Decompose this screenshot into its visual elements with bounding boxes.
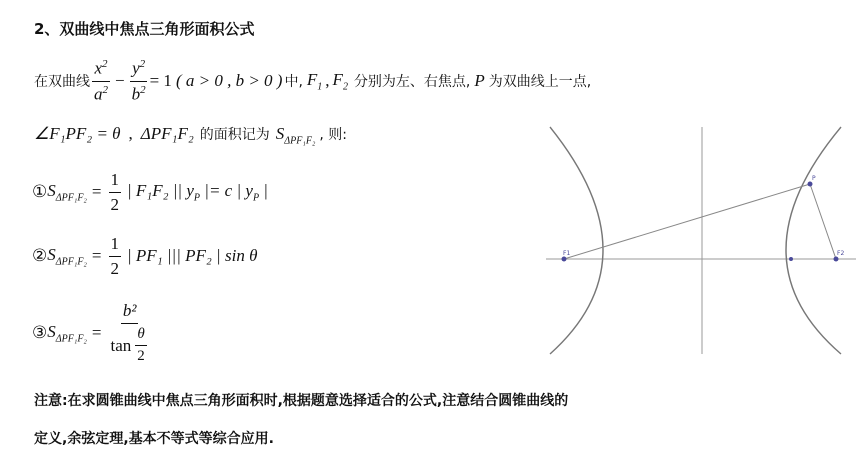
formula-2-body: | PF₁ ||| PF₂ | sin θ [127,246,258,265]
fraction-half: $\frac{1}{2}$ [110,169,119,214]
area-symbol: $S_{\Delta PF_1F_2}$ [47,180,87,204]
then-text: , 则: [319,127,348,143]
fraction-x2-a2: $\frac{x^2}{a^2}$ [94,57,108,104]
focus-f2: $F_2$ [332,69,348,93]
area-symbol: $S_{\Delta PF_1F_2}$ [47,244,87,268]
point-p [808,182,813,187]
left-branch [550,127,603,354]
area-symbol: $S_{\Delta PF_1F_2}$ [47,321,87,345]
formula-1-body: | F₁F₂ || $y_P$ |= c | $y_P$ | [127,180,268,204]
label-f2: F2 [837,250,845,257]
triangle-name: ΔPF₁F₂ [140,124,194,143]
section-heading: 2、双曲线中焦点三角形面积公式 [34,20,255,38]
label-f1: F1 [563,250,571,257]
definition-prefix: 在双曲线 [34,74,90,90]
angle-line: ∠F₁PF₂ = θ , ΔPF₁F₂ 的面积记为 $S_{\Delta PF_1F_2}$ , 则: [34,124,348,147]
hyperbola-figure [546,122,856,358]
point-p: P [474,71,485,90]
area-symbol: $S_{\Delta PF_1F_2}$ [275,124,316,147]
vertex-point [789,257,793,261]
note-line-2: 定义,余弦定理,基本不等式等综合应用. [34,431,274,447]
marker-3: ③ [32,323,48,343]
condition: ( a > 0 , b > 0 ) [175,71,283,90]
area-text: 的面积记为 [199,127,270,143]
segment-pf1 [564,184,810,259]
formula-3: ③ $S_{\Delta PF_1F_2}$ = b² tan $\frac{\theta}{2}$ [32,294,153,372]
label-p: P [812,175,816,182]
formula-2: ② $S_{\Delta PF_1F_2}$ = $\frac{1}{2}$ | PF₁ ||| PF₂ | sin θ [32,233,258,278]
point-description: 为双曲线上一点, [488,74,592,90]
focus-f1: $F_1$ [306,69,323,93]
equals-one: = 1 [149,71,172,90]
fraction-b2-over-tan: b² tan $\frac{\theta}{2}$ [110,301,145,364]
marker-1: ① [32,182,48,202]
angle-definition: ∠F₁PF₂ = θ [34,124,121,143]
mid-text: 中, [284,74,303,90]
focus-description: 分别为左、右焦点, [353,74,471,90]
right-branch [786,127,841,354]
point-f2 [834,257,839,262]
fraction-y2-b2: $\frac{y^2}{b^2}$ [131,57,146,104]
formula-1: ① $S_{\Delta PF_1F_2}$ = $\frac{1}{2}$ | F₁F₂ || $y_P$ |= c | $y_P$ | [32,169,268,214]
point-f1 [562,257,567,262]
definition-line: 在双曲线 $\frac{x^2}{a^2}$ − $\frac{y^2}{b^2}$ = 1 ( a > 0 , b > 0 ) 中, $F_1$ , $F_2$ 分别为左、右焦点, P 为双曲线上一点, [34,57,592,104]
marker-2: ② [32,246,48,266]
note-line-1: 注意:在求圆锥曲线中焦点三角形面积时,根据题意选择适合的公式,注意结合圆锥曲线的 [34,393,569,409]
minus-sign: − [115,71,125,90]
fraction-half: $\frac{1}{2}$ [110,233,119,278]
segment-pf2 [810,184,836,259]
